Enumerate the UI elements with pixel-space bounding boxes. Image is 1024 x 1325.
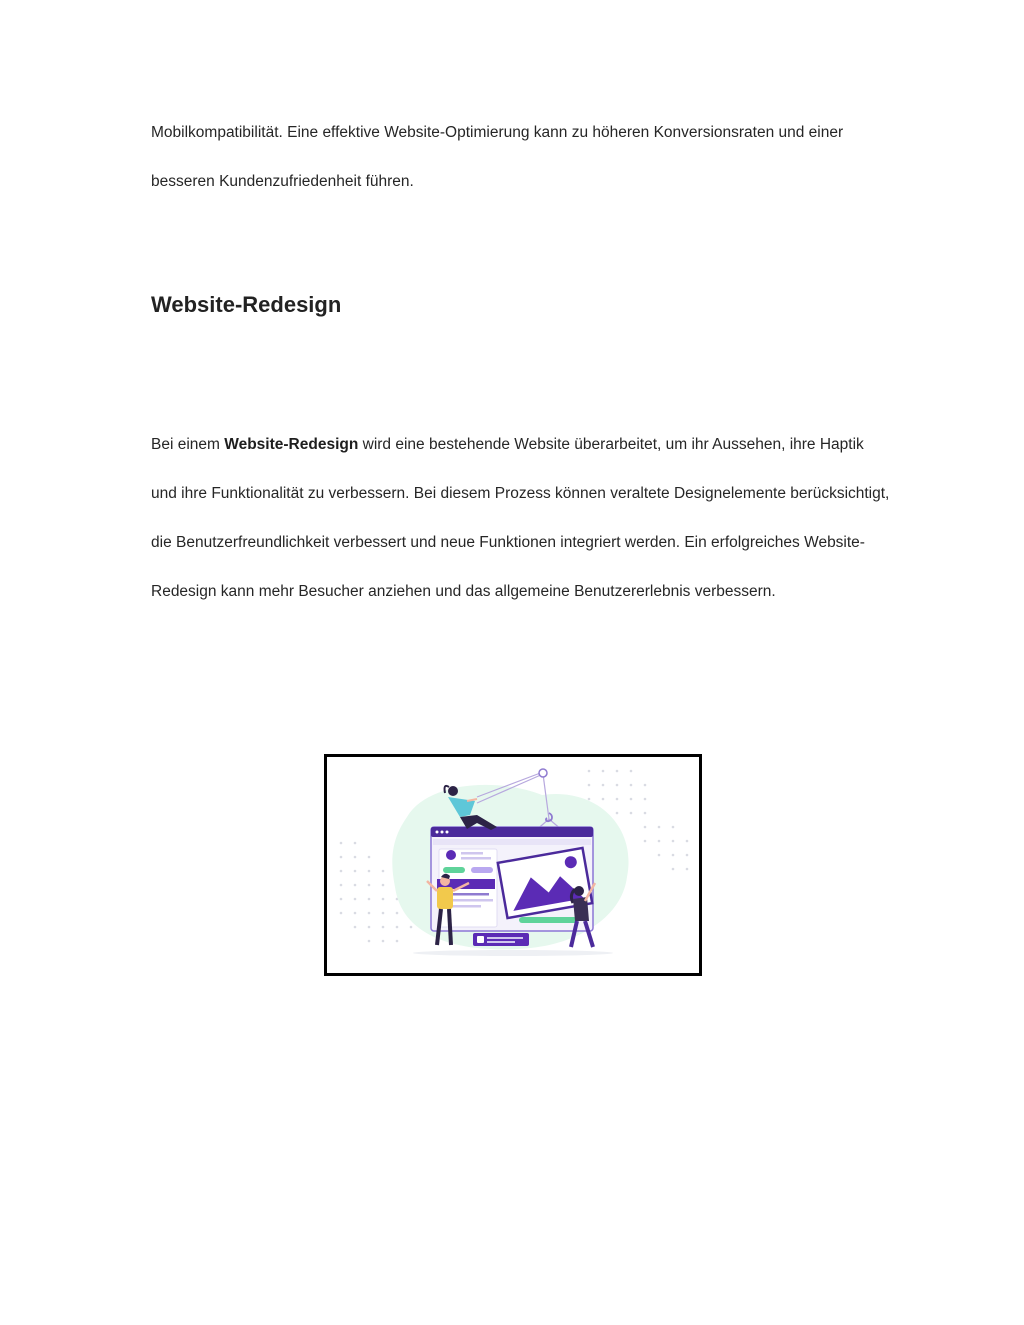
paragraph-lead: Bei einem xyxy=(151,436,225,453)
website-redesign-illustration-icon xyxy=(327,757,699,973)
green-bar xyxy=(519,917,577,923)
intro-paragraph: Mobilkompatibilität. Eine effektive Website-Optimierung kann zu höheren Konversionsraten und einer besseren Kundenzufriedenheit führen. xyxy=(151,124,844,190)
section-paragraph xyxy=(151,420,891,616)
illustration-frame xyxy=(324,754,702,976)
paragraph-rest: wird eine bestehende Website überarbeitet, um ihr Aussehen, ihre Haptik und ihre Funktionalität zu verbessern. Bei diesem Prozess können veraltete Designelemente berücksichtigt, die Benutzerfreundlichkeit verbessert und neue Funktionen integriert werden. Ein erfolgreiches Website-Redesign kann mehr Besucher anziehen und das allgemeine Benutzererlebnis verbessern. xyxy=(151,436,890,600)
paragraph-bold-term: Website-Redesign xyxy=(224,436,359,453)
browser-titlebar xyxy=(431,827,593,837)
pulley-wheel xyxy=(539,769,547,777)
section-heading: Website-Redesign xyxy=(151,292,342,317)
